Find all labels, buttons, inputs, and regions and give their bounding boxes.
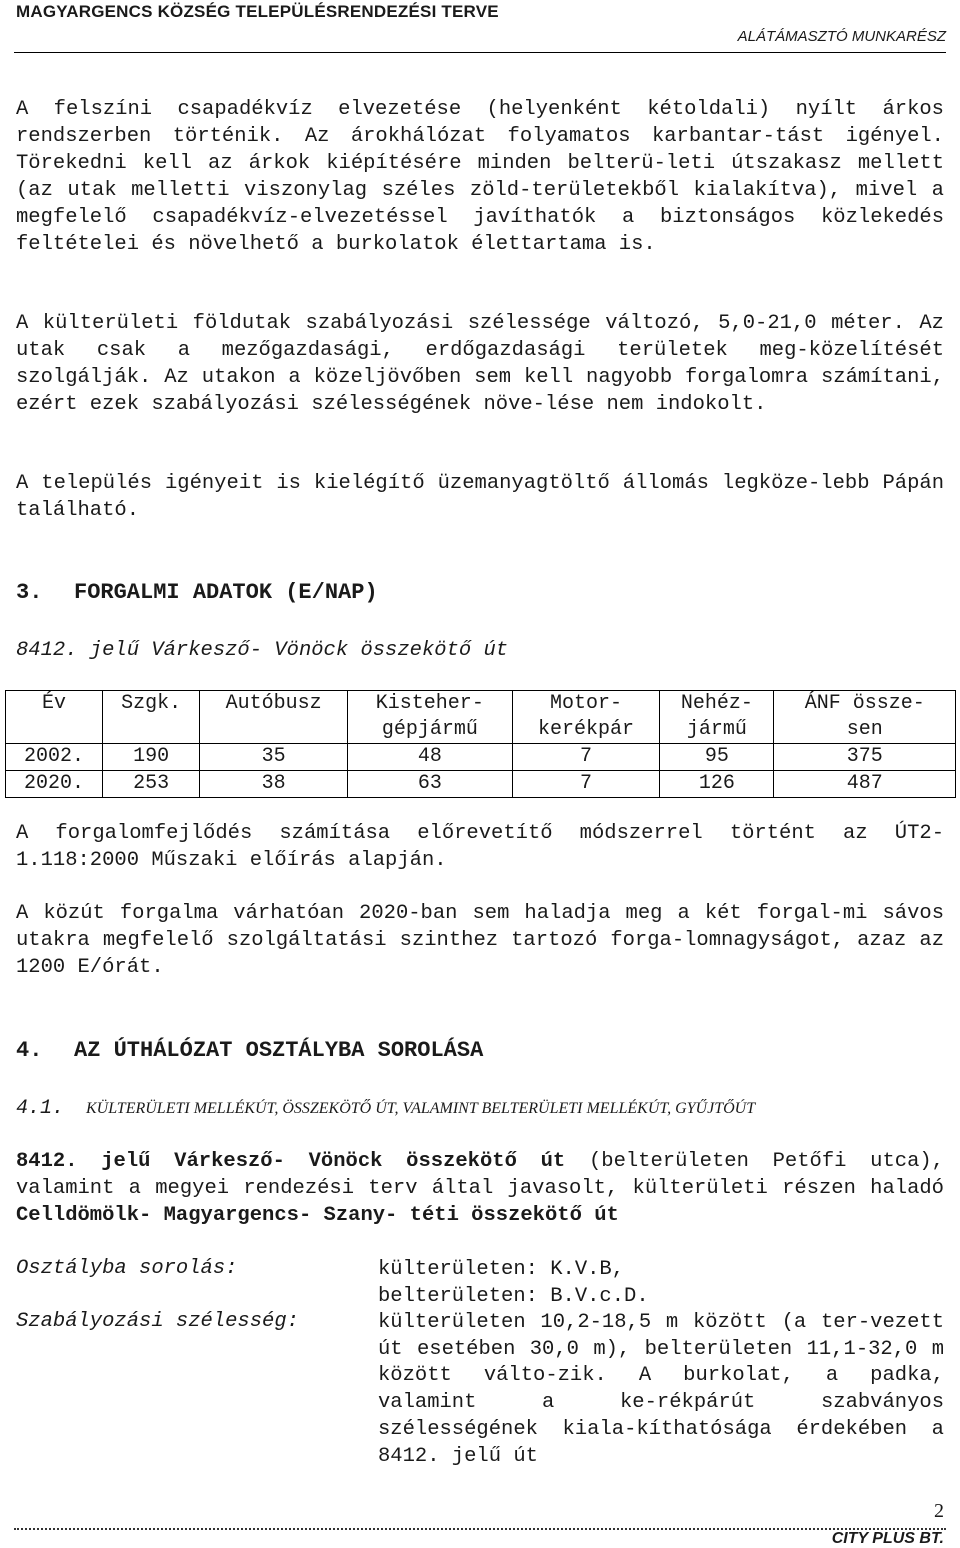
table-cell: 375 xyxy=(774,744,956,771)
col-header-car: Szgk. xyxy=(103,691,200,744)
col-header-total: ÁNF össze- sen xyxy=(774,691,956,744)
document-title: MAGYARGENCS KÖZSÉG TELEPÜLÉSRENDEZÉSI TERVE xyxy=(16,2,499,21)
section-3-number: 3. xyxy=(16,580,43,605)
table-cell: 95 xyxy=(660,744,774,771)
width-label: Szabályozási szélesség: xyxy=(16,1310,299,1333)
col-header-motorcycle: Motor- kerékpár xyxy=(512,691,660,744)
subsection-4-1-number: 4.1. xyxy=(16,1097,65,1120)
road-description: (belterületen Petőfi utca), valamint a megyei rendezési terv által javasolt, külterületi részen haladó xyxy=(16,1150,944,1200)
table-cell: 126 xyxy=(660,771,774,798)
table-row xyxy=(6,771,956,798)
table-cell: 7 xyxy=(512,744,660,771)
section-4-number: 4. xyxy=(16,1038,43,1063)
table-cell: 48 xyxy=(347,744,512,771)
road-name-celldomolk: Celldömölk- Magyargencs- Szany- téti összekötő út xyxy=(16,1203,619,1227)
footer-brand-logo: CITY PLUS BT. xyxy=(831,1530,944,1547)
paragraph-capacity: A közút forgalma várhatóan 2020-ban sem haladja meg a két forgal-mi sávos utakra megfelelő szolgáltatási szinthez tartozó forga-lomnagyságot, azaz az 1200 E/órát. xyxy=(16,902,944,979)
col-header-bus: Autóbusz xyxy=(200,691,348,744)
section-3-title: FORGALMI ADATOK (E/NAP) xyxy=(74,580,378,605)
page-number: 2 xyxy=(934,1500,944,1522)
road-caption: 8412. jelű Várkesző- Vönöck összekötő út xyxy=(16,639,509,662)
table-cell: 38 xyxy=(200,771,348,798)
road-name-8412: 8412. jelű Várkesző- Vönöck összekötő út xyxy=(16,1150,566,1173)
table-cell: 35 xyxy=(200,744,348,771)
paragraph-road-classification xyxy=(16,1149,944,1230)
class-value-inner: belterületen: B.V.c.D. xyxy=(378,1285,649,1308)
table-cell: 7 xyxy=(512,771,660,798)
table-cell: 63 xyxy=(347,771,512,798)
class-label: Osztályba sorolás: xyxy=(16,1257,238,1280)
paragraph-drainage: A felszíni csapadékvíz elvezetése (helyenként kétoldali) nyílt árkos rendszerben történik. Az árokhálózat folyamatos karbantar-tást igényel. Törekedni kell az árkok kiépítésére minden belterü-leti útszakasz mellett (az utak melletti viszonylag széles zöld-területekből kialakítva), mivel a megfelelő csapadékvíz-elvezetéssel javíthatók a biztonságos közlekedés feltételei és növelhető a burkolatok élettartama is. xyxy=(16,98,944,256)
table-cell: 2020. xyxy=(6,771,103,798)
subsection-4-1-heading xyxy=(16,1096,755,1120)
section-3-heading xyxy=(16,580,378,605)
document-subtitle: ALÁTÁMASZTÓ MUNKARÉSZ xyxy=(737,28,946,45)
col-header-van: Kisteher- gépjármű xyxy=(347,691,512,744)
col-header-year: Év xyxy=(6,691,103,744)
table-cell: 253 xyxy=(103,771,200,798)
class-value-outer: külterületen: K.V.B, xyxy=(378,1258,625,1281)
header-divider xyxy=(14,52,946,53)
paragraph-forecast-method: A forgalomfejlődés számítása előrevetítő módszerrel történt az ÚT2-1.118:2000 Műszaki előírás alapján. xyxy=(16,822,944,872)
table-cell: 487 xyxy=(774,771,956,798)
section-4-heading xyxy=(16,1038,483,1063)
table-row xyxy=(6,744,956,771)
width-value: külterületen 10,2-18,5 m között (a ter-vezett út esetében 30,0 m), belterületen 11,1-32,0 m között válto-zik. A burkolat, a padka, valamint a ke-rékpárút szabványos szélességének kiala-kíthatósága érdekében a 8412. jelű út xyxy=(378,1311,944,1468)
col-header-heavy: Nehéz- jármű xyxy=(660,691,774,744)
paragraph-fuel-station: A település igényeit is kielégítő üzemanyagtöltő állomás legköze-lebb Pápán található. xyxy=(16,472,944,522)
section-4-title: AZ ÚTHÁLÓZAT OSZTÁLYBA SOROLÁSA xyxy=(74,1038,484,1063)
table-header-row xyxy=(6,691,956,744)
table-cell: 2002. xyxy=(6,744,103,771)
subsection-4-1-title: KÜLTERÜLETI MELLÉKÚT, ÖSSZEKÖTŐ ÚT, VALAMINT BELTERÜLETI MELLÉKÚT, GYŰJTŐÚT xyxy=(86,1100,756,1117)
table-cell: 190 xyxy=(103,744,200,771)
paragraph-dirt-roads: A külterületi földutak szabályozási szélessége változó, 5,0-21,0 méter. Az utak csak a mezőgazdasági, erdőgazdasági területek meg-közelítését szolgálják. Az utakon a közeljövőben sem kell nagyobb forgalomra számítani, ezért ezek szabályozási szélességének növe-lése nem indokolt. xyxy=(16,312,944,416)
traffic-table xyxy=(5,690,956,798)
footer-divider xyxy=(14,1528,946,1530)
